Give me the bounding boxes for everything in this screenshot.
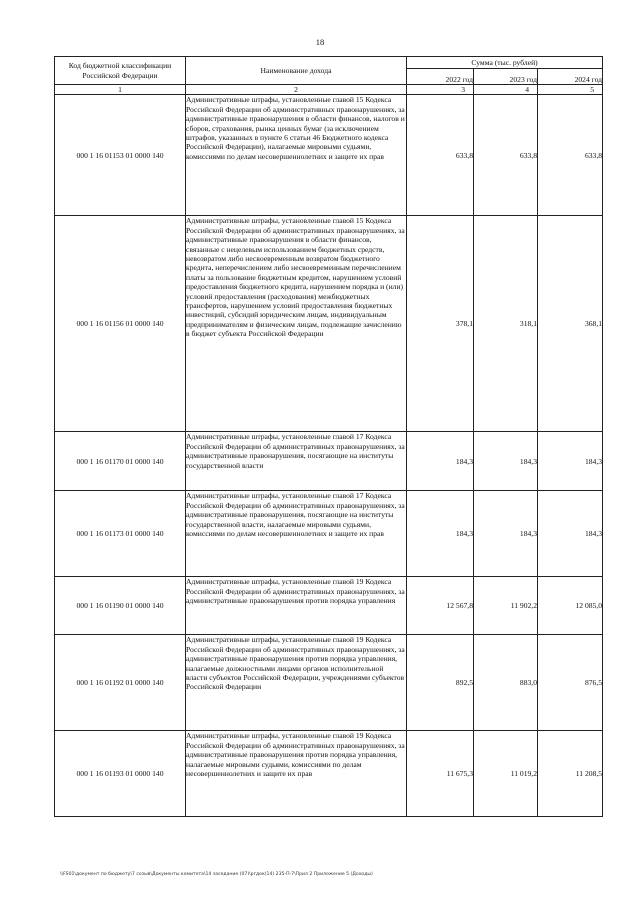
row-value-2023: 11 019,2 <box>474 731 538 817</box>
column-number: 4 <box>474 85 538 95</box>
row-value-2023: 633,8 <box>474 95 538 216</box>
row-value-2022: 378,1 <box>407 216 474 432</box>
row-code: 000 1 16 01173 01 0000 140 <box>55 491 186 577</box>
row-value-2023: 883,0 <box>474 635 538 731</box>
row-value-2022: 184,3 <box>407 432 474 491</box>
row-value-2024: 12 085,0 <box>538 577 603 635</box>
header-year-2024: 2024 год <box>538 69 603 85</box>
table-row <box>55 731 603 817</box>
row-name: Административные штрафы, установленные главой 15 Кодекса Российской Федерации об административных правонарушениях, за административные правонарушения в области финансов, связанные с нецелевым использованием бюджетных средств, невозвратом либо несвоевременным возвратом бюджетного кредита, неперечислением либо несвоевременным перечислением платы за пользование бюджетным кредитом, нарушением условий предоставления бюджетного кредита, нарушением порядка и (или) условий предоставления (расходования) межбюджетных трансфертов, нарушением условий предоставления бюджетных инвестиций, субсидий юридическим лицам, индивидуальным предпринимателям и физическим лицам, подлежащие зачислению в бюджет субъекта Российской Федерации <box>186 216 407 432</box>
row-value-2024: 184,3 <box>538 491 603 577</box>
row-value-2024: 633,8 <box>538 95 603 216</box>
row-code: 000 1 16 01170 01 0000 140 <box>55 432 186 491</box>
column-number: 5 <box>538 85 603 95</box>
row-name: Административные штрафы, установленные главой 19 Кодекса Российской Федерации об административных правонарушениях, за административные правонарушения против порядка управления, налагаемые должностными лицами органов исполнительной власти субъектов Российской Федерации, учреждениями субъектов Российской Федерации <box>186 635 407 731</box>
row-value-2023: 184,3 <box>474 491 538 577</box>
page-number: 18 <box>315 37 325 47</box>
row-value-2022: 184,3 <box>407 491 474 577</box>
row-name: Административные штрафы, установленные главой 19 Кодекса Российской Федерации об административных правонарушениях, за административные правонарушения против порядка управления, налагаемые мировыми судьями, комиссиями по делам несовершеннолетних и защите их прав <box>186 731 407 817</box>
table-row <box>55 491 603 577</box>
row-code: 000 1 16 01156 01 0000 140 <box>55 216 186 432</box>
table-row <box>55 432 603 491</box>
row-value-2022: 12 567,8 <box>407 577 474 635</box>
row-code: 000 1 16 01153 01 0000 140 <box>55 95 186 216</box>
header-year-2022: 2022 год <box>407 69 474 85</box>
table-row <box>55 577 603 635</box>
row-value-2022: 633,8 <box>407 95 474 216</box>
header-code: Код бюджетной классификации Российской Федерации <box>55 57 186 85</box>
column-number: 2 <box>186 85 407 95</box>
row-name: Административные штрафы, установленные главой 15 Кодекса Российской Федерации об административных правонарушениях, за административные правонарушения в области финансов, налогов и сборов, страхования, рынка ценных бумаг (за исключением штрафов, указанных в пункте 6 статьи 46 Бюджетного кодекса Российской Федерации), налагаемые мировыми судьями, комиссиями по делам несовершеннолетних и защите их прав <box>186 95 407 216</box>
row-code: 000 1 16 01190 01 0000 140 <box>55 577 186 635</box>
row-value-2024: 184,3 <box>538 432 603 491</box>
table-row <box>55 635 603 731</box>
row-code: 000 1 16 01192 01 0000 140 <box>55 635 186 731</box>
column-number: 1 <box>55 85 186 95</box>
row-value-2023: 11 902,2 <box>474 577 538 635</box>
file-path-footer: \\FS01\документ по бюджету\7 созыв\Документы комитета\14 заседание (07)\ргдок(14) 235-П-7\Прил 2 Приложение 5 (Доходы) <box>60 872 373 877</box>
table-row <box>55 95 603 216</box>
header-name: Наименование дохода <box>186 57 407 85</box>
column-number: 3 <box>407 85 474 95</box>
row-name: Административные штрафы, установленные главой 17 Кодекса Российской Федерации об административных правонарушениях, за административные правонарушения, посягающие на институты государственной власти, налагаемые мировыми судьями, комиссиями по делам несовершеннолетних и защите их прав <box>186 491 407 577</box>
row-value-2024: 11 208,5 <box>538 731 603 817</box>
row-code: 000 1 16 01193 01 0000 140 <box>55 731 186 817</box>
row-value-2024: 876,5 <box>538 635 603 731</box>
row-value-2024: 368,1 <box>538 216 603 432</box>
header-year-2023: 2023 год <box>474 69 538 85</box>
row-name: Административные штрафы, установленные главой 19 Кодекса Российской Федерации об административных правонарушениях, за административные правонарушения против порядка управления <box>186 577 407 635</box>
header-sum: Сумма (тыс. рублей) <box>407 57 603 69</box>
table-row <box>55 216 603 432</box>
budget-revenue-table <box>54 56 603 817</box>
row-value-2022: 11 675,3 <box>407 731 474 817</box>
row-value-2023: 184,3 <box>474 432 538 491</box>
row-value-2022: 892,5 <box>407 635 474 731</box>
row-value-2023: 318,1 <box>474 216 538 432</box>
row-name: Административные штрафы, установленные главой 17 Кодекса Российской Федерации об административных правонарушениях, за административные правонарушения, посягающие на институты государственной власти <box>186 432 407 491</box>
